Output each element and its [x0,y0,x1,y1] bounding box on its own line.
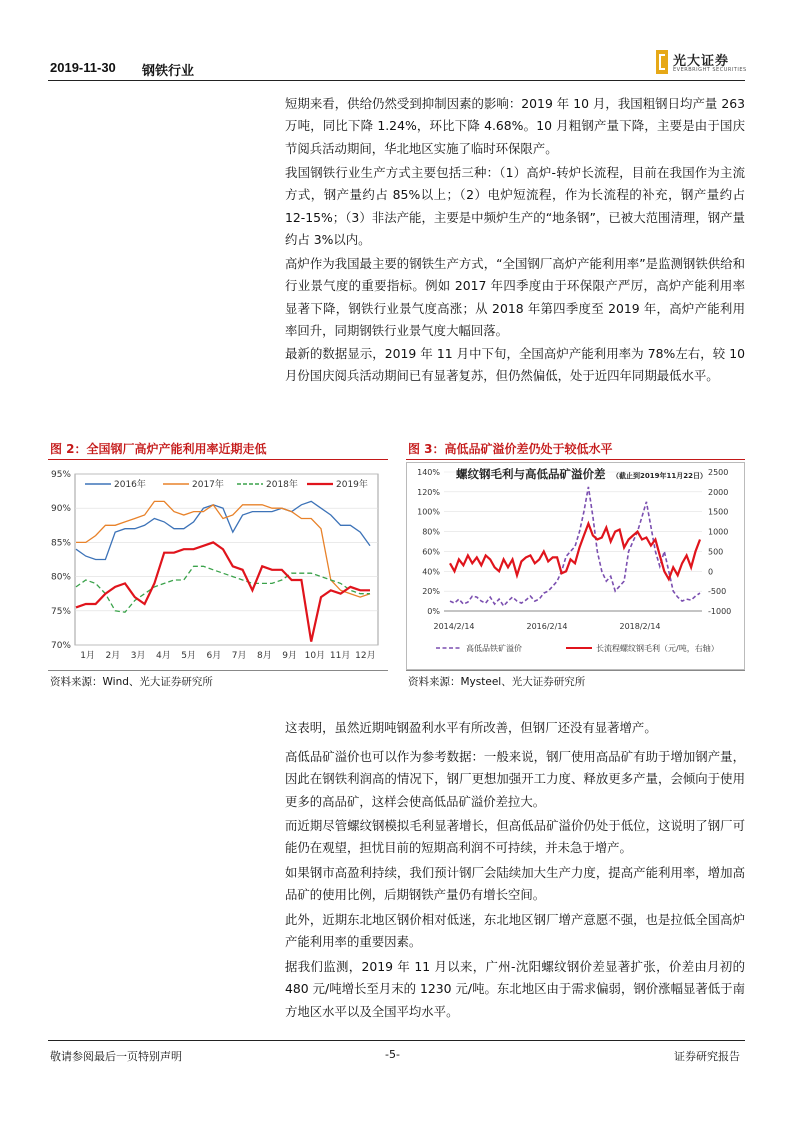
paragraph-5: 这表明，虽然近期吨钢盈利水平有所改善，但钢厂还没有显著增产。 [285,720,657,735]
plot-frame [75,474,378,645]
paragraph-8: 如果钢市高盈利持续，我们预计钢厂会陆续加大生产力度，提高产能利用率，增加高品矿的使用比例，后期钢铁产量仍有增长空间。 [285,865,745,903]
x-tick-label: 4月 [156,651,171,661]
figure-2-chart [45,462,385,670]
logo-text-en: EVERBRIGHT SECURITIES [673,67,747,73]
x-tick-label: 10月 [304,651,326,661]
paragraph-10: 据我们监测，2019 年 11 月以来，广州-沈阳螺纹钢价差显著扩张，价差由月初的 480 元/吨增长至月末的 1230 元/吨。东北地区由于需求偏弱，钢价涨幅显著低于南方地区水平以及全国平均水平。 [285,959,745,1019]
x-tick-label: 2月 [105,651,121,661]
paragraph-1: 短期来看，供给仍然受到抑制因素的影响：2019 年 10 月，我国粗钢日均产量 263 万吨，同比下降 1.24%，环比下降 4.68%。10 月粗钢产量下降，主要是由于国庆节阅兵活动期间，华北地区实施了临时环保限产。 [285,96,745,156]
y-left-tick-label: 80% [422,527,440,537]
legend-label: 2018年 [266,480,298,490]
y-right-tick-label: 500 [708,547,724,557]
industry-name: 钢铁行业 [142,64,195,79]
paragraph-9: 此外，近期东北地区钢价相对低迷，东北地区钢厂增产意愿不强，也是拉低全国高炉产能利用率的重要因素。 [285,912,745,950]
y-right-tick-label: 1500 [708,507,729,517]
series-line-ore-premium [450,487,700,606]
footer-report-type: 证券研究报告 [674,1050,740,1063]
x-tick-label: 1月 [80,651,95,661]
page-number: -5- [385,1048,400,1061]
y-right-tick-label: 0 [708,567,714,577]
footer-disclaimer: 敬请参阅最后一页特别声明 [50,1050,182,1063]
y-tick-label: 90% [50,504,71,515]
x-tick-label: 8月 [257,651,272,661]
figure-3-chart [406,462,745,670]
figure-2-source: 资料来源：Wind、光大证券研究所 [50,676,213,688]
x-tick-label: 12月 [355,651,376,661]
report-date: 2019-11-30 [50,60,116,75]
y-tick-label: 95% [50,470,71,480]
x-tick-label: 2016/2/14 [526,622,568,631]
legend-label: 2019年 [336,480,368,490]
y-right-tick-label: -1000 [708,607,732,616]
figure-3-source: 资料来源：Mysteel、光大证券研究所 [408,676,586,688]
x-tick-label: 9月 [282,651,297,661]
figure-2-title: 图 2：全国钢厂高炉产能利用率近期走低 [50,442,267,456]
x-tick-label: 2018/2/14 [619,622,661,631]
paragraph-4: 最新的数据显示，2019 年 11 月中下旬，全国高炉产能利用率为 78%左右，较 10 月份国庆阅兵活动期间已有显著复苏，但仍然偏低，处于近四年同期最低水平。 [285,346,745,384]
paragraph-6: 高低品矿溢价也可以作为参考数据：一般来说，钢厂使用高品矿有助于增加钢产量，因此在钢铁利润高的情况下，钢厂更想加强开工力度、释放更多产量，会倾向于使用更多的高品矿，这样会使高低品矿溢价差拉大。 [285,749,745,809]
header-divider [48,80,745,81]
paragraph-7: 而近期尽管螺纹钢模拟毛利显著增长，但高低品矿溢价仍处于低位，这说明了钢厂可能仍在观望，担忧目前的短期高利润不可持续，并未急于增产。 [285,818,745,856]
y-left-tick-label: 140% [417,468,440,477]
y-right-tick-label: 2500 [708,468,729,477]
y-tick-label: 80% [50,572,71,583]
y-left-tick-label: 120% [417,487,440,497]
footer-divider [48,1040,745,1041]
y-right-tick-label: 2000 [708,487,729,497]
y-tick-label: 85% [50,538,71,549]
x-tick-label: 2014/2/14 [433,622,475,631]
x-tick-label: 3月 [130,651,146,661]
figure-2-source-rule [48,670,388,671]
chart-title: 螺纹钢毛利与高低品矿溢价差 [456,467,606,481]
x-tick-label: 11月 [329,651,351,661]
logo-text-cn: 光大证券 [673,54,730,69]
y-left-tick-label: 60% [422,547,440,557]
x-tick-label: 7月 [231,651,247,661]
x-tick-label: 6月 [206,651,222,661]
logo-mark-icon [656,50,668,74]
figure-3-source-rule [406,670,745,671]
legend-label: 高低品铁矿溢价 [466,644,522,653]
y-left-tick-label: 0% [427,607,440,616]
figure-3-title-rule [406,459,745,460]
y-left-tick-label: 40% [422,567,440,577]
series-line-2018年 [76,566,370,612]
y-tick-label: 70% [50,641,71,651]
y-left-tick-label: 20% [422,587,440,597]
company-logo [656,50,748,76]
figure-3-title: 图 3：高低品矿溢价差仍处于较低水平 [408,442,613,456]
legend-label: 2016年 [114,480,146,490]
chart-title-note: （截止到2019年11月22日） [612,472,707,480]
legend-label: 2017年 [192,480,224,490]
y-right-tick-label: 1000 [708,527,729,537]
legend-label: 长流程螺纹钢毛利（元/吨，右轴） [596,644,719,653]
figure-2-title-rule [48,459,388,460]
y-right-tick-label: -500 [708,587,727,597]
paragraph-3: 高炉作为我国最主要的钢铁生产方式，“全国钢厂高炉产能利用率”是监测钢铁供给和行业景气度的重要指标。例如 2017 年四季度由于环保限产严厉，高炉产能利用率显著下降，钢铁行业景气度高涨；从 2018 年第四季度至 2019 年，高炉产能利用率回升，同期钢铁行业景气度大幅回落。 [285,256,745,338]
y-left-tick-label: 100% [417,507,440,517]
y-tick-label: 75% [50,606,71,617]
paragraph-2: 我国钢铁行业生产方式主要包括三种：（1）高炉-转炉长流程，目前在我国作为主流方式，钢产量约占 85%以上；（2）电炉短流程，作为长流程的补充，钢产量约占 12-15%；（3）非法产能，主要是中频炉生产的“地条钢”，已被大范围清理，钢产量约占 3%以内。 [285,165,745,247]
x-tick-label: 5月 [181,651,196,661]
